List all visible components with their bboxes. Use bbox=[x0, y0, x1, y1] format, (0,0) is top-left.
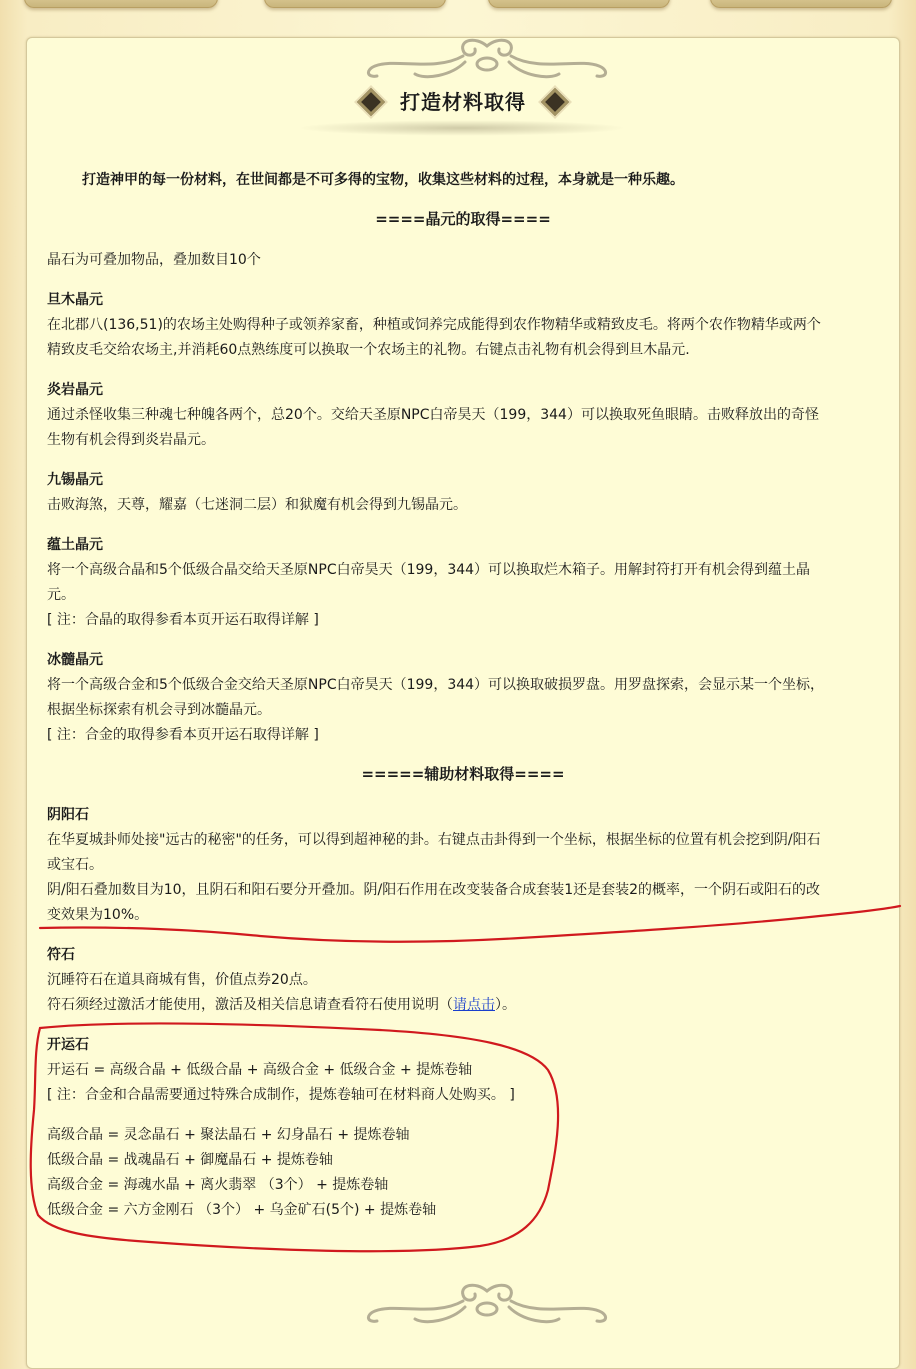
item-title: 炎岩晶元 bbox=[47, 382, 103, 398]
item-note: [ 注：合金的取得参看本页开运石取得详解 ] bbox=[47, 727, 319, 743]
item-fushi bbox=[47, 943, 877, 1018]
item-yanyan bbox=[47, 378, 877, 453]
item-title: 九锡晶元 bbox=[47, 472, 103, 488]
intro-text: 打造神甲的每一份材料，在世间都是不可多得的宝物，收集这些材料的过程，本身就是一种乐趣。 bbox=[82, 172, 684, 188]
item-line: 在北郡八(136,51)的农场主处购得种子或领养家畜，种植或饲养完成能得到农作物精华或精致皮毛。将两个农作物精华或两个 bbox=[47, 317, 821, 333]
section-title-crystals: ====晶元的取得==== bbox=[375, 210, 551, 228]
item-line: 在华夏城卦师处接"远古的秘密"的任务，可以得到超神秘的卦。右键点击卦得到一个坐标，根据坐标的位置有机会挖到阴/阳石 bbox=[47, 832, 821, 848]
page-title: 打造材料取得 bbox=[400, 90, 526, 114]
item-yinyang bbox=[47, 803, 877, 928]
top-tab-2[interactable] bbox=[264, 0, 446, 8]
item-title: 蕴土晶元 bbox=[47, 537, 103, 553]
item-line bbox=[47, 993, 877, 1018]
recipe-line: 低级合金 = 六方金刚石 （3个） + 乌金矿石(5个) + 提炼卷轴 bbox=[47, 1202, 437, 1218]
item-line: 击败海煞，天尊，耀嘉（七迷洞二层）和狱魔有机会得到九锡晶元。 bbox=[47, 497, 467, 513]
recipe-line: 高级合金 = 海魂水晶 + 离火翡翠 （3个） + 提炼卷轴 bbox=[47, 1177, 389, 1193]
item-line: 元。 bbox=[47, 587, 75, 603]
top-tab-4[interactable] bbox=[710, 0, 892, 8]
recipe-line: 低级合晶 = 战魂晶石 + 御魔晶石 + 提炼卷轴 bbox=[47, 1152, 333, 1168]
scroll-ornament-bottom-icon bbox=[355, 1281, 619, 1331]
item-line: 生物有机会得到炎岩晶元。 bbox=[47, 432, 215, 448]
scroll-ornament-top-icon bbox=[355, 36, 619, 86]
top-tab-bar bbox=[0, 0, 916, 12]
item-danmu bbox=[47, 288, 877, 363]
top-tab-1[interactable] bbox=[24, 0, 218, 8]
item-title: 旦木晶元 bbox=[47, 292, 103, 308]
fushi-line2-prefix: 符石须经过激活才能使用，激活及相关信息请查看符石使用说明（ bbox=[47, 997, 453, 1013]
item-line: 变效果为10%。 bbox=[47, 907, 149, 923]
kaiyun-formula: 开运石 = 高级合晶 + 低级合晶 + 高级合金 + 低级合金 + 提炼卷轴 bbox=[47, 1062, 473, 1078]
fushi-line2-suffix: ）。 bbox=[495, 997, 516, 1013]
item-line: 沉睡符石在道具商城有售，价值点券20点。 bbox=[47, 972, 317, 988]
item-kaiyun bbox=[47, 1033, 877, 1223]
item-line: 将一个高级合晶和5个低级合晶交给天圣原NPC白帝昊天（199，344）可以换取烂木箱子。用解封符打开有机会得到蕴土晶 bbox=[47, 562, 811, 578]
item-note: [ 注：合晶的取得参看本页开运石取得详解 ] bbox=[47, 612, 319, 628]
item-line: 精致皮毛交给农场主,并消耗60点熟练度可以换取一个农场主的礼物。右键点击礼物有机会得到旦木晶元. bbox=[47, 342, 690, 358]
header-shadow bbox=[297, 120, 627, 136]
spacer bbox=[47, 1108, 877, 1123]
crystal-stack-note bbox=[47, 248, 877, 273]
content-panel bbox=[26, 37, 900, 1369]
item-line: 或宝石。 bbox=[47, 857, 103, 873]
item-yuntu bbox=[47, 533, 877, 633]
stack-note-text: 晶石为可叠加物品，叠加数目10个 bbox=[47, 252, 261, 268]
item-bingsui bbox=[47, 648, 877, 748]
item-line: 根据坐标探索有机会寻到冰髓晶元。 bbox=[47, 702, 271, 718]
item-title: 符石 bbox=[47, 947, 75, 963]
diamond-ornament-icon bbox=[541, 88, 569, 116]
top-tab-3[interactable] bbox=[488, 0, 670, 8]
item-line: 阴/阳石叠加数目为10，且阴石和阳石要分开叠加。阴/阳石作用在改变装备合成套装1还是套装2的概率，一个阴石或阳石的改 bbox=[47, 882, 821, 898]
kaiyun-note: [ 注：合金和合晶需要通过特殊合成制作，提炼卷轴可在材料商人处购买。 ] bbox=[47, 1087, 515, 1103]
click-here-link[interactable]: 请点击 bbox=[453, 997, 495, 1013]
item-title: 阴阳石 bbox=[47, 807, 89, 823]
item-jiuxi bbox=[47, 468, 877, 518]
section-title-auxiliary: =====辅助材料取得==== bbox=[361, 765, 565, 783]
diamond-ornament-icon bbox=[357, 88, 385, 116]
item-line: 将一个高级合金和5个低级合金交给天圣原NPC白帝昊天（199，344）可以换取破损罗盘。用罗盘探索，会显示某一个坐标， bbox=[47, 677, 825, 693]
item-line: 通过杀怪收集三种魂七种魄各两个，总20个。交给天圣原NPC白帝昊天（199，344）可以换取死鱼眼睛。击败释放出的奇怪 bbox=[47, 407, 819, 423]
recipe-line: 高级合晶 = 灵念晶石 + 聚法晶石 + 幻身晶石 + 提炼卷轴 bbox=[47, 1127, 410, 1143]
item-title: 冰髓晶元 bbox=[47, 652, 103, 668]
item-title: 开运石 bbox=[47, 1037, 89, 1053]
